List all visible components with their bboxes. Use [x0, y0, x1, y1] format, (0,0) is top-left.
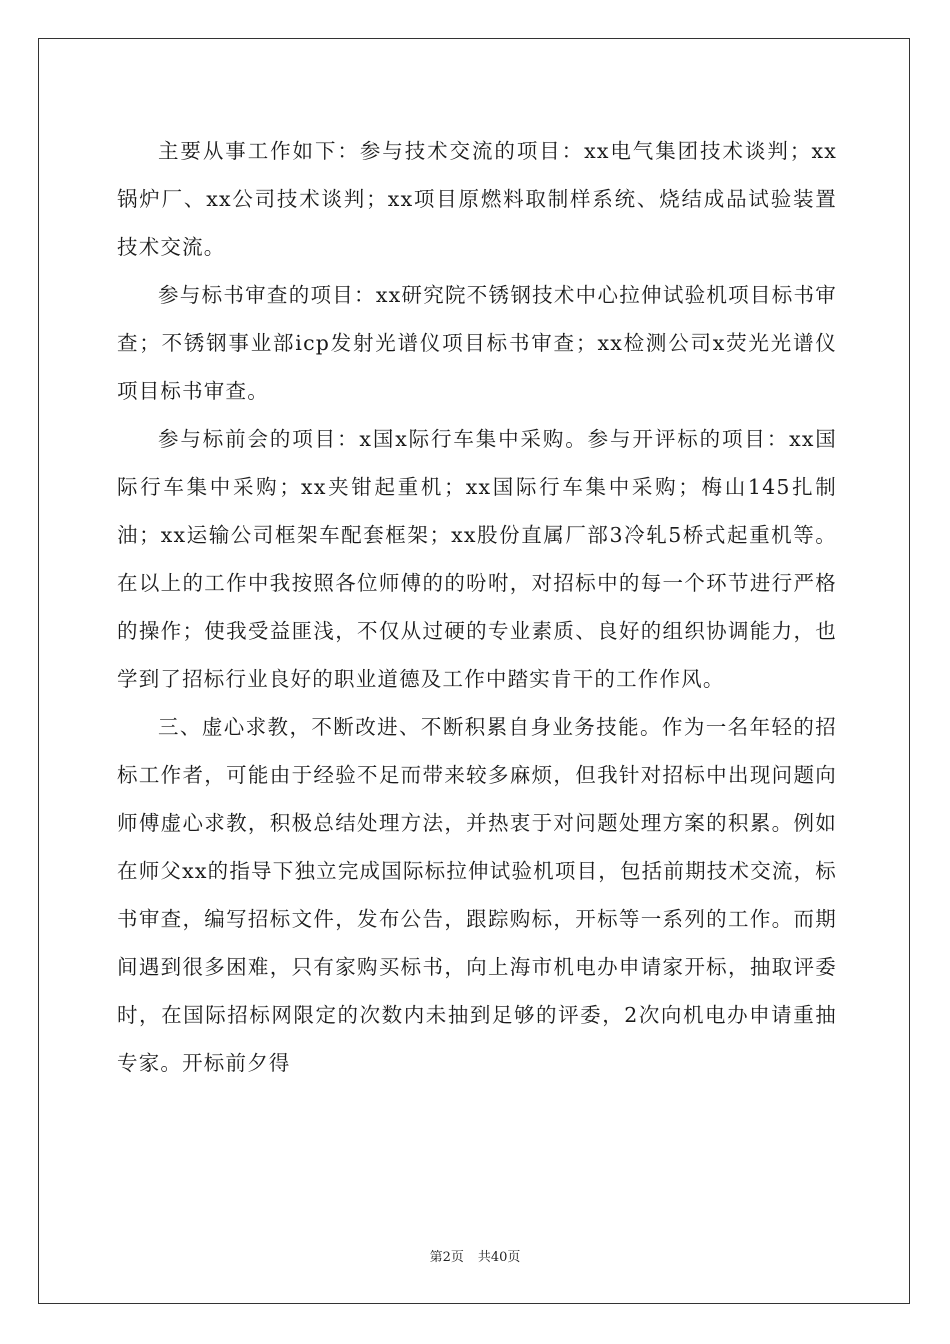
paragraph-pre-bid-meeting: 参与标前会的项目：x国x际行车集中采购。参与开评标的项目：xx国际行车集中采购；xx夹钳起重机；xx国际行车集中采购；梅山145扎制油；xx运输公司框架车配套框架；xx股份直属厂部3冷轧5桥式起重机等。在以上的工作中我按照各位师傅的的吩咐，对招标中的每一个环节进行严格的操作；使我受益匪浅，不仅从过硬的专业素质、良好的组织协调能力，也学到了招标行业良好的职业道德及工作中踏实肯干的工作作风。 — [117, 427, 837, 691]
paragraph-section-three: 三、虚心求教，不断改进、不断积累自身业务技能。作为一名年轻的招标工作者，可能由于经验不足而带来较多麻烦，但我针对招标中出现问题向师傅虚心求教，积极总结处理方法，并热衷于对问题处理方案的积累。例如在师父xx的指导下独立完成国际标拉伸试验机项目，包括前期技术交流，标书审查，编写招标文件，发布公告，跟踪购标，开标等一系列的工作。而期间遇到很多困难，只有家购买标书，向上海市机电办申请家开标，抽取评委时，在国际招标网限定的次数内未抽到足够的评委，2次向机电办申请重抽专家。开标前夕得 — [117, 715, 837, 1075]
total-page-count: 共40页 — [477, 1250, 521, 1265]
paragraph-work-items: 主要从事工作如下：参与技术交流的项目：xx电气集团技术谈判；xx锅炉厂、xx公司技术谈判；xx项目原燃料取制样系统、烧结成品试验装置技术交流。 — [117, 139, 837, 259]
document-body — [117, 127, 837, 1087]
page-footer — [0, 1246, 950, 1265]
current-page-number: 第2页 — [429, 1250, 464, 1265]
paragraph-bid-review: 参与标书审查的项目：xx研究院不锈钢技术中心拉伸试验机项目标书审查；不锈钢事业部icp发射光谱仪项目标书审查；xx检测公司x荧光光谱仪项目标书审查。 — [117, 283, 837, 403]
